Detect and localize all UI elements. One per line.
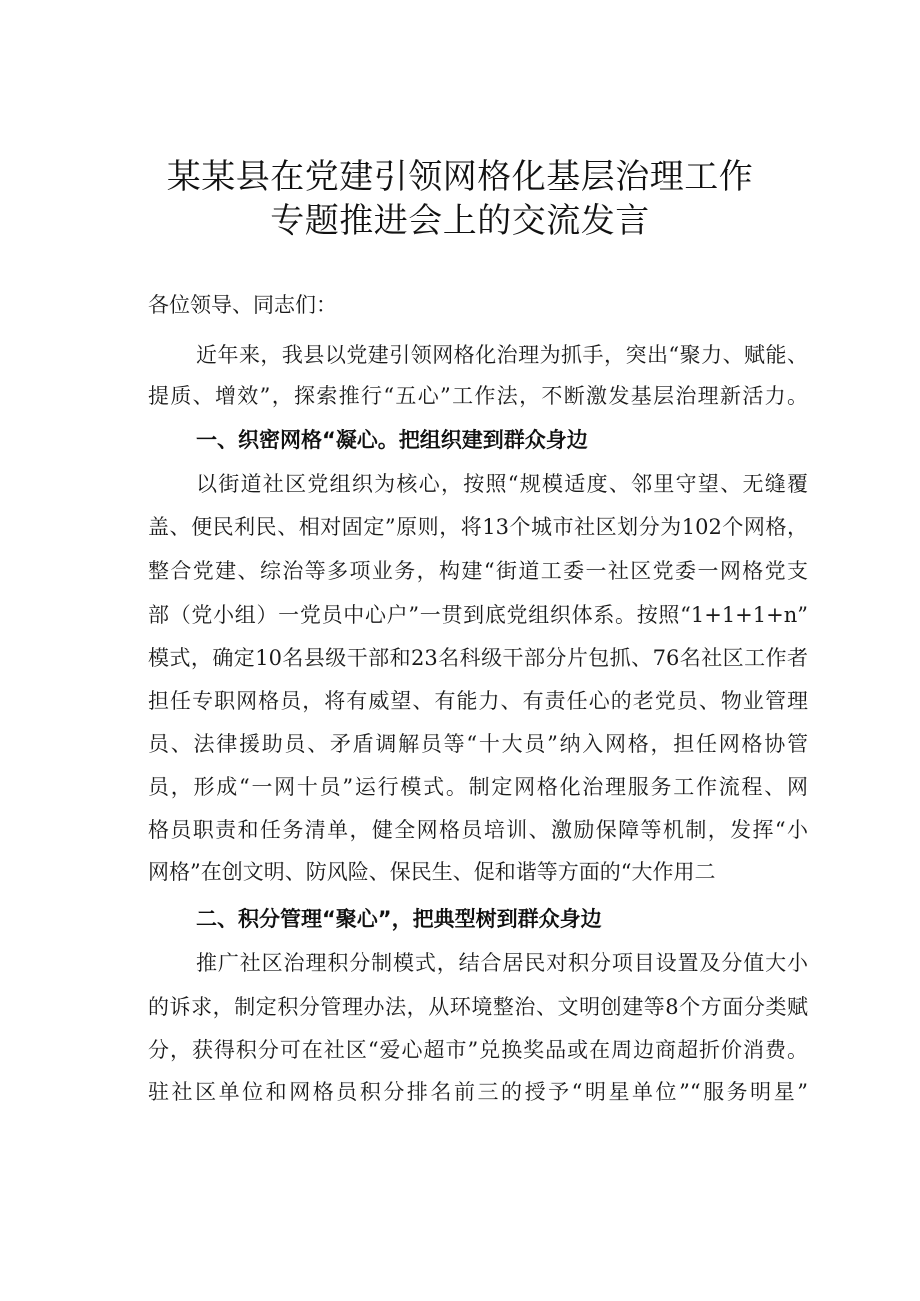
section-2-line: 分，获得积分可在社区“爱心超市”兑换奖品或在周边商超折价消费。: [148, 1038, 808, 1062]
section-1-line: 盖、便民利民、相对固定”原则，将13个城市社区划分为102个网格，: [148, 515, 808, 539]
document-title-line-1: 某某县在党建引领网格化基层治理工作: [166, 157, 754, 197]
section-1-line: 担任专职网格员，将有威望、有能力、有责任心的老党员、物业管理: [148, 689, 808, 713]
section-1-line: 员，形成“一网十员”运行模式。制定网格化治理服务工作流程、网: [148, 775, 808, 799]
intro-line: 近年来，我县以党建引领网格化治理为抓手，突出“聚力、赋能、: [196, 343, 808, 367]
section-1-line: 部（党小组）一党员中心户”一贯到底党组织体系。按照“1+1+1+n”: [148, 603, 808, 627]
section-1-line: 员、法律援助员、矛盾调解员等“十大员”纳入网格，担任网格协管: [148, 732, 808, 756]
section-1-line: 格员职责和任务清单，健全网格员培训、激励保障等机制，发挥“小: [148, 818, 808, 842]
document-title-line-2: 专题推进会上的交流发言: [270, 201, 650, 241]
section-1-line: 模式，确定10名县级干部和23名科级干部分片包抓、76名社区工作者: [148, 646, 808, 670]
section-2-heading: 二、积分管理“聚心”，把典型树到群众身边: [196, 907, 602, 931]
section-1-line: 以街道社区党组织为核心，按照“规模适度、邻里守望、无缝覆: [196, 472, 808, 496]
section-1-line: 网格”在创文明、防风险、保民生、促和谐等方面的“大作用二: [148, 860, 716, 884]
section-2-line: 的诉求，制定积分管理办法，从环境整治、文明创建等8个方面分类赋: [148, 995, 808, 1019]
intro-line: 提质、增效”，探索推行“五心”工作法，不断激发基层治理新活力。: [148, 384, 808, 408]
salutation: 各位领导、同志们：: [148, 293, 337, 317]
section-1-heading: 一、织密网格“凝心。把组织建到群众身边: [196, 428, 588, 452]
section-2-line: 驻社区单位和网格员积分排名前三的授予“明星单位”“服务明星”: [148, 1080, 808, 1104]
section-2-line: 推广社区治理积分制模式，结合居民对积分项目设置及分值大小: [196, 951, 808, 975]
section-1-line: 整合党建、综治等多项业务，构建“街道工委一社区党委一网格党支: [148, 559, 808, 583]
